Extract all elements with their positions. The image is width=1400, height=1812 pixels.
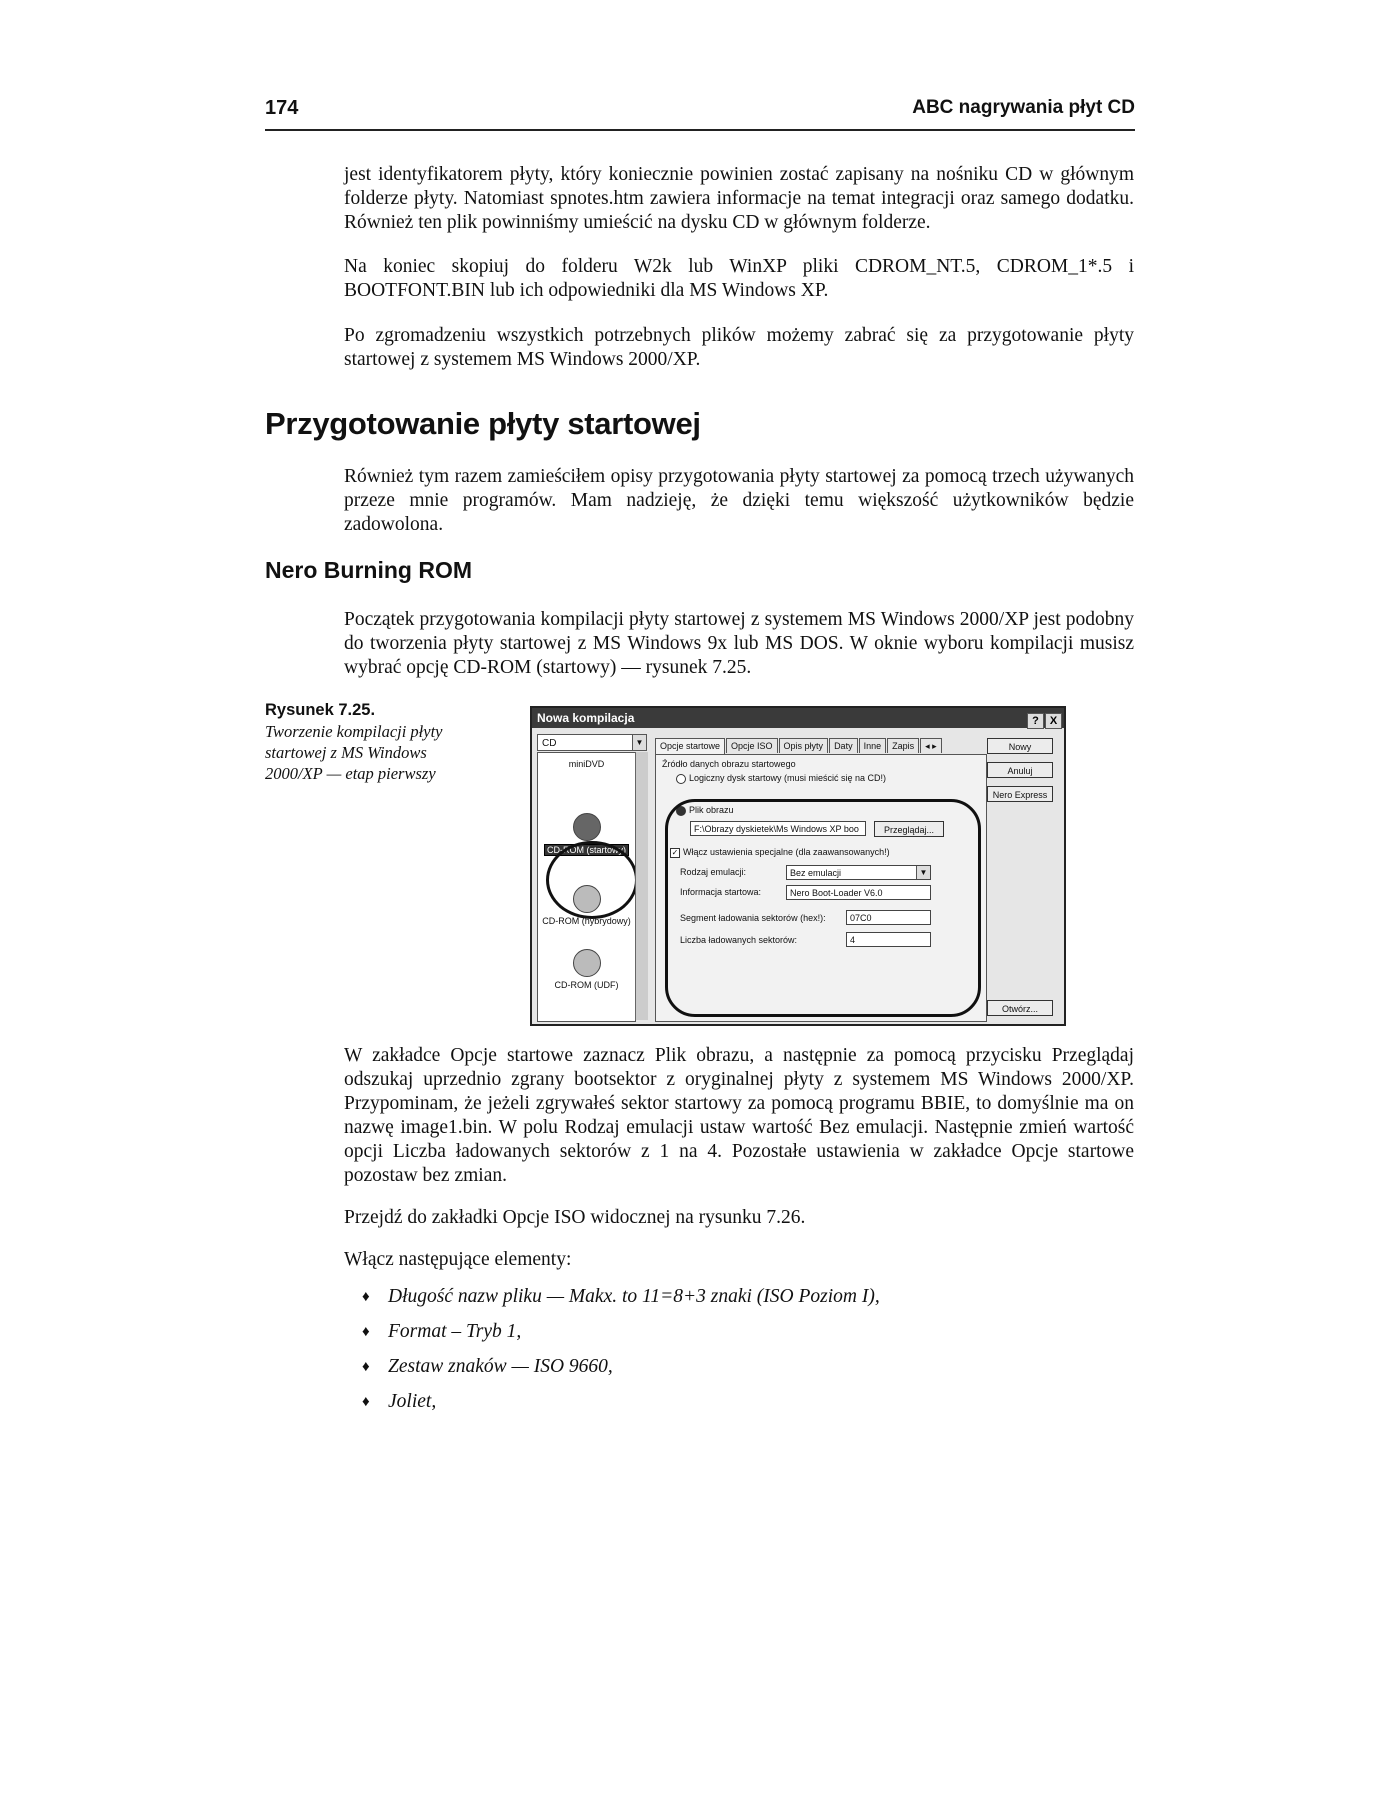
paragraph-3: Po zgromadzeniu wszystkich potrzebnych plików możemy zabrać się za przygotowanie płyty startowej z systemem MS Windows 2000/XP. [344,325,1134,370]
compilation-type-list [537,752,636,1022]
cancel-button[interactable]: Anuluj [987,762,1053,778]
diamond-bullet-icon: ♦ [362,1394,370,1410]
diamond-bullet-icon: ♦ [362,1359,370,1375]
list-item [362,1286,880,1321]
figure-caption-text: Tworzenie kompilacji płyty startowej z MS Windows 2000/XP — etap pierwszy [265,722,443,783]
paragraph-1: jest identyfikatorem płyty, który koniecznie powinien zostać zapisany na nośniku CD w głównym folderze płyty. Natomiast spnotes.htm zawiera informacje na temat integracji oraz samego dodatku. Również ten plik powinniśmy umieścić na dysku CD w głównym folderze. [344,164,1134,233]
list-item [362,1391,880,1426]
cd-icon [573,949,601,977]
checkmark-icon: ✓ [671,847,679,857]
diamond-bullet-icon: ♦ [362,1324,370,1340]
section-heading: Przygotowanie płyty startowej [265,406,701,441]
paragraph-5: Początek przygotowania kompilacji płyty startowej z systemem MS Windows 2000/XP jest podobny do tworzenia płyty startowej z MS Windows 9x lub MS DOS. W oknie wyboru kompilacji musisz wybrać opcję CD-ROM (startowy) — rysunek 7.25. [344,609,1134,678]
nero-express-button[interactable]: Nero Express [987,786,1053,802]
boot-info-label: Informacja startowa: [680,887,762,897]
subsection-heading: Nero Burning ROM [265,557,472,583]
diamond-bullet-icon: ♦ [362,1289,370,1305]
list-item-label: miniDVD [568,759,605,769]
page-header [265,97,1135,131]
cd-icon [573,813,601,841]
boot-info-field[interactable]: Nero Boot-Loader V6.0 [786,885,931,900]
chevron-down-icon[interactable]: ▼ [632,735,646,750]
paragraph-7: Przejdź do zakładki Opcje ISO widocznej na rysunku 7.26. [344,1207,806,1228]
paragraph-2: Na koniec skopiuj do folderu W2k lub WinXP pliki CDROM_NT.5, CDROM_1*.5 i BOOTFONT.BIN lub ich odpowiedniki dla MS Windows XP. [344,256,1134,301]
media-type-combo[interactable] [537,734,647,751]
tab-misc[interactable]: Inne [859,738,887,753]
list-item-text: Długość nazw pliku — Makx. to 11=8+3 znaki (ISO Poziom I), [388,1286,880,1307]
list-item [362,1321,880,1356]
tab-burn[interactable]: Zapis [887,738,919,753]
list-item-text: Zestaw znaków — ISO 9660, [388,1356,613,1377]
list-item-minidvd[interactable] [538,759,635,769]
close-button[interactable]: X [1045,713,1062,729]
tab-boot-options[interactable]: Opcje startowe [655,738,725,755]
tab-strip [655,738,943,754]
list-item-label: CD-ROM (startowy) [544,844,629,856]
page-number: 174 [265,97,299,119]
sectors-label: Liczba ładowanych sektorów: [680,935,798,945]
bullet-list [362,1286,880,1426]
new-button[interactable]: Nowy [987,738,1053,754]
sectors-field[interactable]: 4 [846,932,931,947]
paragraph-6: W zakładce Opcje startowe zaznacz Plik obrazu, a następnie za pomocą przycisku Przeglądaj odszukaj uprzednio zgrany bootsektor z oryginalnej płyty z systemem MS Windows 2000/XP. Przypominam, że jeżeli zgrywałeś sektor startowy za pomocą programu BBIE, to domyślnie ma on nazwę image1.bin. W polu Rodzaj emulacji ustaw wartość Bez emulacji. Następnie zmień wartość opcji Liczba ładowanych sektorów z 1 na 4. Pozostałe ustawienia w zakładce Opcje startowe pozostaw bez zmian. [344,1045,1134,1186]
help-button[interactable]: ? [1027,713,1044,729]
paragraph-8: Włącz następujące elementy: [344,1249,572,1270]
list-item [362,1356,880,1391]
running-title: ABC nagrywania płyt CD [912,97,1135,118]
tab-dates[interactable]: Daty [829,738,858,753]
highlight-oval [665,799,981,1017]
figure-caption [265,700,465,784]
list-item-text: Joliet, [388,1391,437,1412]
source-label: Źródło danych obrazu startowego [662,759,796,769]
list-item-text: Format – Tryb 1, [388,1321,522,1342]
media-type-value: CD [542,738,557,749]
new-compilation-dialog [530,706,1066,1026]
segment-label: Segment ładowania sektorów (hex!): [680,913,826,923]
list-item-label: CD-ROM (hybrydowy) [542,916,631,926]
segment-field[interactable]: 07C0 [846,910,931,925]
chevron-down-icon[interactable]: ▼ [916,866,930,879]
figure-label: Rysunek 7.25. [265,701,376,719]
radio-image-label: Plik obrazu [689,805,734,815]
emulation-value: Bez emulacji [790,868,842,878]
dialog-titlebar [532,708,1064,728]
special-settings-label: Włącz ustawienia specjalne (dla zaawansowanych!) [683,847,890,857]
list-scrollbar[interactable] [635,752,648,1020]
boot-options-panel [655,754,987,1022]
tab-iso-options[interactable]: Opcje ISO [726,738,778,753]
emulation-label: Rodzaj emulacji: [680,867,747,877]
image-path-field[interactable]: F:\Obrazy dyskietek\Ms Windows XP boo [690,821,866,836]
list-item-cdrom-udf[interactable] [538,949,635,990]
browse-button[interactable]: Przeglądaj... [874,821,944,837]
list-item-label: CD-ROM (UDF) [554,980,619,990]
radio-logical-drive[interactable] [676,773,886,784]
tab-disc-label[interactable]: Opis płyty [779,738,829,753]
paragraph-4: Również tym razem zamieściłem opisy przygotowania płyty startowej za pomocą trzech używanych przeze mnie programów. Mam nadzieję, że dzięki temu większość użytkowników będzie zadowolona. [344,466,1134,535]
open-button[interactable]: Otwórz... [987,1000,1053,1016]
radio-icon [676,774,686,784]
dialog-title: Nowa kompilacja [537,711,635,725]
tab-scroll-arrows[interactable]: ◂ ▸ [920,738,942,753]
highlight-circle [546,841,638,919]
radio-logical-label: Logiczny dysk startowy (musi mieścić się na CD!) [689,773,887,783]
